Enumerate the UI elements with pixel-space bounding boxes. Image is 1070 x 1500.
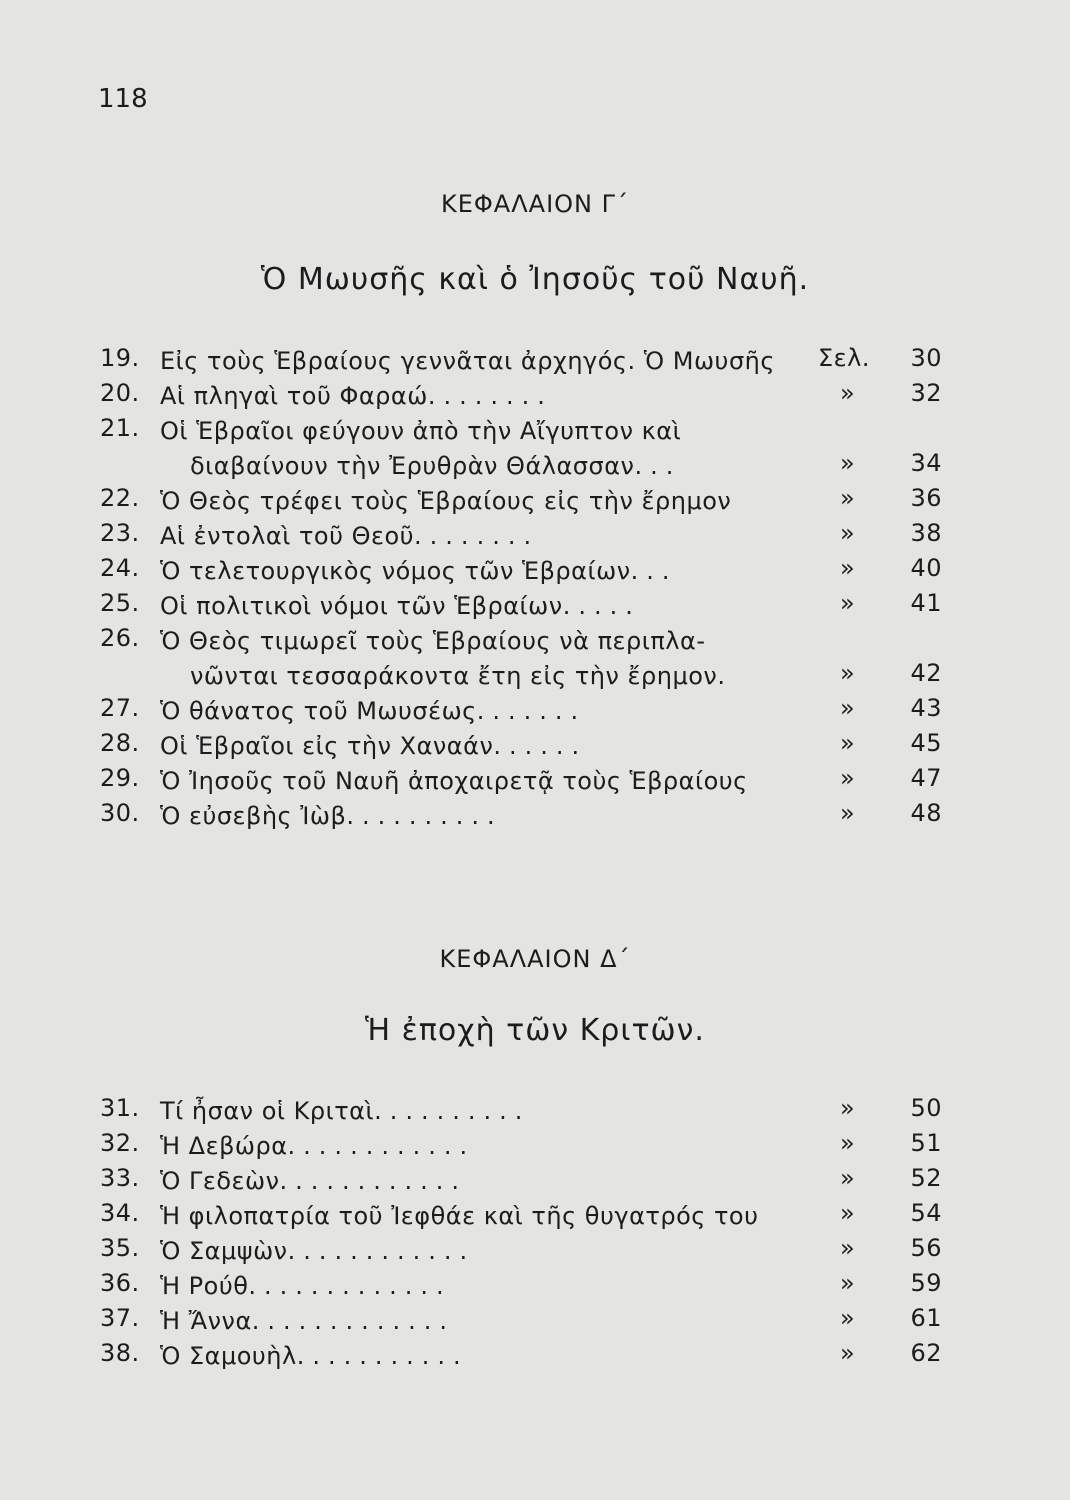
toc-entry xyxy=(100,1269,950,1304)
entry-title-text: Εἰς τοὺς Ἑβραίους γεννᾶται ἀρχηγός. Ὁ Μωυσῆς xyxy=(160,347,775,375)
toc-entry xyxy=(100,1164,950,1199)
entry-title-text: Οἱ Ἑβραῖοι φεύγουν ἀπὸ τὴν Αἴγυπτον καὶ xyxy=(160,417,682,445)
leader-dots: ..... xyxy=(562,592,641,620)
leader-dots: ....... xyxy=(476,697,587,725)
entry-page-number: 59 xyxy=(910,1269,942,1297)
entry-number: 36. xyxy=(100,1269,140,1297)
entry-title xyxy=(160,624,780,694)
entry-title-text: Ἡ Δεβώρα xyxy=(160,1132,288,1160)
page-reference-mark: » xyxy=(840,659,856,687)
entry-title-text: Ὁ τελετουργικὸς νόμος τῶν Ἑβραίων xyxy=(160,557,631,585)
entry-page-number: 51 xyxy=(910,1129,942,1157)
entry-number: 29. xyxy=(100,764,140,792)
entry-title-text: Ἡ Ἄννα xyxy=(160,1307,252,1335)
entry-title xyxy=(160,1234,780,1269)
page-reference-mark: » xyxy=(840,1304,856,1332)
entry-title xyxy=(160,729,780,764)
chapter-title: Ὁ Μωυσῆς καὶ ὁ Ἰησοῦς τοῦ Ναυῆ. xyxy=(260,262,810,297)
entry-number: 37. xyxy=(100,1304,140,1332)
entry-page-number: 54 xyxy=(910,1199,942,1227)
entry-title xyxy=(160,1339,780,1374)
chapter-title: Ἡ ἐποχὴ τῶν Κριτῶν. xyxy=(365,1013,705,1048)
entry-title xyxy=(160,1199,780,1234)
entry-title xyxy=(160,694,780,729)
toc-entry xyxy=(100,554,950,589)
leader-dots: .......... xyxy=(374,1097,531,1125)
toc-entry xyxy=(100,589,950,624)
leader-dots: ............ xyxy=(279,1167,468,1195)
toc-entry xyxy=(100,379,950,414)
entry-title xyxy=(160,344,780,379)
page-reference-mark: » xyxy=(840,554,856,582)
entry-page-number: 50 xyxy=(910,1094,942,1122)
entry-title xyxy=(160,484,780,519)
entry-number: 19. xyxy=(100,344,140,372)
entry-title-text: Ἡ φιλοπατρία τοῦ Ἰεφθάε καὶ τῆς θυγατρός του xyxy=(160,1202,759,1230)
page-reference-mark: » xyxy=(840,729,856,757)
entry-number: 24. xyxy=(100,554,140,582)
entry-title-text: Ὁ Ἰησοῦς τοῦ Ναυῆ ἀποχαιρετᾷ τοὺς Ἑβραίους xyxy=(160,767,748,795)
leader-dots: ........ xyxy=(427,382,553,410)
leader-dots: ............. xyxy=(251,1307,455,1335)
page-reference-mark: » xyxy=(840,519,856,547)
entry-page-number: 43 xyxy=(910,694,942,722)
entry-title-text: Ὁ Θεὸς τρέφει τοὺς Ἑβραίους εἰς τὴν ἔρημον xyxy=(160,487,732,515)
page-reference-mark: » xyxy=(840,764,856,792)
toc-entry xyxy=(100,764,950,799)
entry-number: 26. xyxy=(100,624,140,652)
page-reference-mark: » xyxy=(840,694,856,722)
entry-title-text: Οἱ πολιτικοὶ νόμοι τῶν Ἑβραίων xyxy=(160,592,563,620)
entry-number: 32. xyxy=(100,1129,140,1157)
entry-title-text: Ὁ εὐσεβὴς Ἰὼβ xyxy=(160,802,347,830)
leader-dots: ........ xyxy=(414,522,540,550)
entry-title-text: Αἱ ἐντολαὶ τοῦ Θεοῦ xyxy=(160,522,415,550)
page-reference-mark: Σελ. xyxy=(818,344,870,372)
entry-page-number: 56 xyxy=(910,1234,942,1262)
entry-title-continuation-text: διαβαίνουν τὴν Ἐρυθρὰν Θάλασσαν xyxy=(190,452,635,480)
entry-title-continuation xyxy=(160,449,780,484)
leader-dots: ............ xyxy=(287,1132,476,1160)
page-reference-mark: » xyxy=(840,1339,856,1367)
entry-title xyxy=(160,519,780,554)
entry-title xyxy=(160,554,780,589)
page-reference-mark: » xyxy=(840,1269,856,1297)
entry-page-number: 40 xyxy=(910,554,942,582)
entry-number: 34. xyxy=(100,1199,140,1227)
toc-entry xyxy=(100,729,950,764)
chapter-label: ΚΕΦΑΛΑΙΟΝ Γ΄ xyxy=(441,190,629,218)
toc-entry xyxy=(100,344,950,379)
entry-title xyxy=(160,799,780,834)
entry-number: 30. xyxy=(100,799,140,827)
leader-dots: ........... xyxy=(296,1342,469,1370)
toc-entry xyxy=(100,694,950,729)
entry-title xyxy=(160,1269,780,1304)
chapter-label: ΚΕΦΑΛΑΙΟΝ Δ΄ xyxy=(439,945,631,973)
entry-title xyxy=(160,414,780,484)
leader-dots: .......... xyxy=(346,802,503,830)
entry-title xyxy=(160,379,780,414)
entry-page-number: 47 xyxy=(910,764,942,792)
entry-title xyxy=(160,1094,780,1129)
toc-list xyxy=(100,1094,950,1374)
entry-title xyxy=(160,1164,780,1199)
entry-number: 25. xyxy=(100,589,140,617)
entry-page-number: 62 xyxy=(910,1339,942,1367)
entry-page-number: 48 xyxy=(910,799,942,827)
entry-title xyxy=(160,589,780,624)
entry-title-text: Ὁ Σαμουὴλ xyxy=(160,1342,297,1370)
toc-entry xyxy=(100,484,950,519)
toc-entry xyxy=(100,519,950,554)
leader-dots: . xyxy=(717,662,733,690)
toc-entry xyxy=(100,799,950,834)
entry-number: 31. xyxy=(100,1094,140,1122)
entry-page-number: 42 xyxy=(910,659,942,687)
entry-title-text: Οἱ Ἑβραῖοι εἰς τὴν Χαναάν xyxy=(160,732,494,760)
page-reference-mark: » xyxy=(840,1164,856,1192)
entry-title-continuation-text: νῶνται τεσσαράκοντα ἔτη εἰς τὴν ἔρημον xyxy=(190,662,718,690)
page-number: 118 xyxy=(98,84,148,114)
toc-list xyxy=(100,344,950,834)
page-reference-mark: » xyxy=(840,484,856,512)
entry-page-number: 38 xyxy=(910,519,942,547)
toc-entry xyxy=(100,1199,950,1234)
entry-number: 23. xyxy=(100,519,140,547)
entry-page-number: 36 xyxy=(910,484,942,512)
toc-entry xyxy=(100,1094,950,1129)
entry-title xyxy=(160,764,780,799)
entry-number: 21. xyxy=(100,414,140,442)
entry-number: 28. xyxy=(100,729,140,757)
entry-title-continuation xyxy=(160,659,780,694)
entry-title-text: Ὁ Σαμψὼν xyxy=(160,1237,288,1265)
entry-page-number: 30 xyxy=(910,344,942,372)
toc-entry xyxy=(100,1339,950,1374)
page-reference-mark: » xyxy=(840,1129,856,1157)
entry-page-number: 61 xyxy=(910,1304,942,1332)
leader-dots: ...... xyxy=(493,732,588,760)
page-reference-mark: » xyxy=(840,799,856,827)
entry-title-text: Τί ἦσαν οἱ Κριταὶ xyxy=(160,1097,375,1125)
page-reference-mark: » xyxy=(840,1094,856,1122)
toc-entry xyxy=(100,1304,950,1339)
entry-number: 22. xyxy=(100,484,140,512)
entry-number: 27. xyxy=(100,694,140,722)
leader-dots: ... xyxy=(630,557,678,585)
entry-title-text: Αἱ πληγαὶ τοῦ Φαραώ xyxy=(160,382,428,410)
entry-page-number: 34 xyxy=(910,449,942,477)
entry-title-text: Ὁ Γεδεὼν xyxy=(160,1167,280,1195)
toc-entry xyxy=(100,624,950,694)
entry-page-number: 52 xyxy=(910,1164,942,1192)
entry-number: 35. xyxy=(100,1234,140,1262)
toc-entry xyxy=(100,1129,950,1164)
entry-page-number: 45 xyxy=(910,729,942,757)
page-reference-mark: » xyxy=(840,379,856,407)
entry-page-number: 32 xyxy=(910,379,942,407)
leader-dots: ............. xyxy=(248,1272,452,1300)
entry-title xyxy=(160,1129,780,1164)
entry-page-number: 41 xyxy=(910,589,942,617)
entry-title xyxy=(160,1304,780,1339)
entry-number: 33. xyxy=(100,1164,140,1192)
leader-dots: ............ xyxy=(287,1237,476,1265)
entry-number: 38. xyxy=(100,1339,140,1367)
leader-dots: ... xyxy=(634,452,682,480)
entry-title-text: Ὁ θάνατος τοῦ Μωυσέως xyxy=(160,697,477,725)
entry-title-text: Ἡ Ρούθ xyxy=(160,1272,249,1300)
page-reference-mark: » xyxy=(840,449,856,477)
page-reference-mark: » xyxy=(840,1234,856,1262)
page-reference-mark: » xyxy=(840,589,856,617)
toc-entry xyxy=(100,1234,950,1269)
entry-number: 20. xyxy=(100,379,140,407)
page-reference-mark: » xyxy=(840,1199,856,1227)
toc-entry xyxy=(100,414,950,484)
entry-title-text: Ὁ Θεὸς τιμωρεῖ τοὺς Ἑβραίους νὰ περιπλα- xyxy=(160,627,706,655)
